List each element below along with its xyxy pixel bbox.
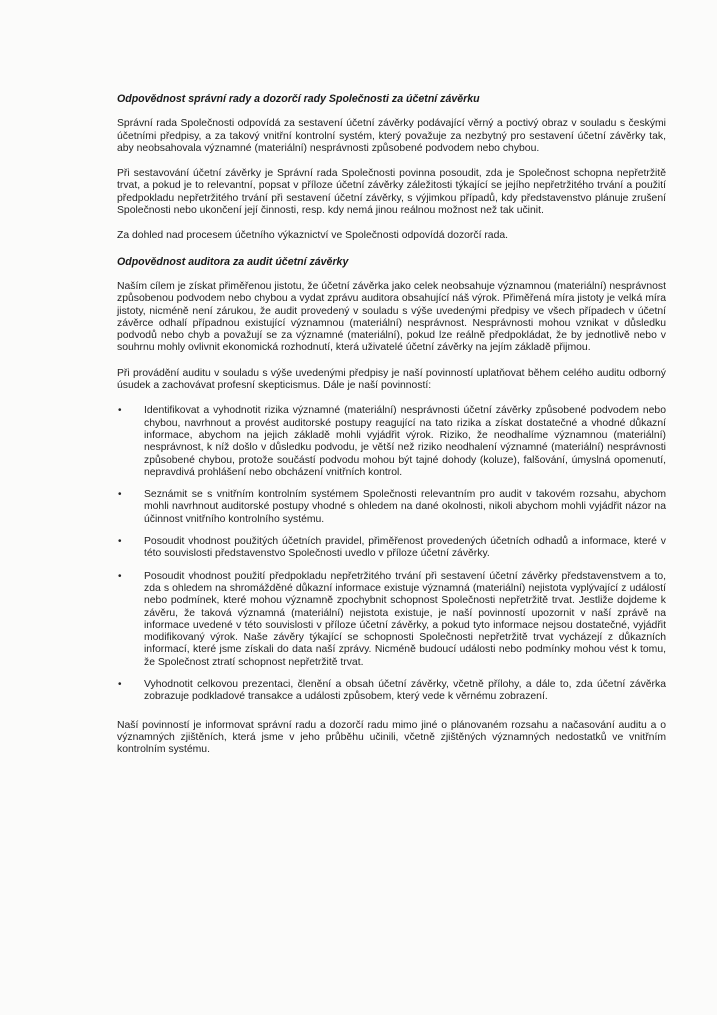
list-item [117, 536, 666, 561]
list-item [117, 489, 666, 526]
paragraph-audit-objective: Naším cílem je získat přiměřenou jistotu, že účetní závěrka jako celek neobsahuje významnou (materiální) nesprávnost způsobenou podvodem nebo chybou a vydat zprávu auditora obsahující náš výrok. Přiměřená míra jistoty je velká míra jistoty, nicméně není zárukou, že audit provedený v souladu s výše uvedenými předpisy ve všech případech v účetní závěrce odhalí případnou existující významnou (materiální) nesprávnost. Nesprávnosti mohou vznikat v důsledku podvodů nebo chyb a považují se za významné (materiální), pokud lze reálně předpokládat, že by jednotlivě nebo v souhrnu mohly ovlivnit ekonomická rozhodnutí, která uživatelé účetní závěrky na jejím základě přijmou. [117, 280, 666, 354]
bullet-icon: • [118, 536, 122, 548]
audit-duties-list [117, 405, 666, 703]
bullet-icon: • [118, 570, 122, 582]
paragraph-going-concern-assessment: Při sestavování účetní závěrky je Správní rada Společnosti povinna posoudit, zda je Společnost schopna nepřetržitě trvat, a pokud je to relevantní, popsat v příloze účetní závěrky záležitosti týkající se jejího nepřetržitého trvání a použití předpokladu nepřetržitého trvání při sestavení účetní závěrky, s výjimkou případů, kdy představenstvo plánuje zrušení Společnosti nebo ukončení její činnosti, resp. kdy nemá jinou reálnou možnost než tak učinit. [117, 168, 666, 217]
list-item [117, 571, 666, 669]
list-item [117, 405, 666, 479]
paragraph-board-responsibility: Správní rada Společnosti odpovídá za sestavení účetní závěrky podávající věrný a poctivý obraz v souladu s českými účetními předpisy, a za takový vnitřní kontrolní systém, který považuje za nezbytný pro sestavení účetní závěrky tak, aby neobsahovala významné (materiální) nesprávnosti způsobené podvodem nebo chybou. [117, 118, 666, 154]
paragraph-audit-duties-intro: Při provádění auditu v souladu s výše uvedenými předpisy je naší povinností uplatňovat během celého auditu odborný úsudek a zachovávat profesní skepticismus. Dále je naší povinností: [117, 367, 666, 392]
list-item-text: Seznámit se s vnitřním kontrolním systémem Společnosti relevantním pro audit v takovém rozsahu, abychom mohli navrhnout auditorské postupy vhodné s ohledem na dané okolnosti, nikoli abychom mohli vyjádřit názor na účinnost vnitřního kontrolního systému. [144, 489, 666, 525]
paragraph-supervisory-board: Za dohled nad procesem účetního výkaznictví ve Společnosti odpovídá dozorčí rada. [117, 230, 509, 242]
paragraph-communication-duties: Naší povinností je informovat správní radu a dozorčí radu mimo jiné o plánovaném rozsahu a načasování auditu a o významných zjištěních, která jsme v jeho průběhu učinili, včetně zjištěných významných nedostatků ve vnitřním kontrolním systému. [117, 719, 666, 756]
bullet-icon: • [118, 489, 122, 501]
list-item [117, 679, 666, 704]
bullet-icon: • [118, 678, 122, 690]
bullet-icon: • [118, 405, 122, 417]
document-body [117, 93, 666, 769]
section-heading-auditor-responsibility: Odpovědnost auditora za audit účetní závěrky [117, 255, 349, 268]
list-item-text: Posoudit vhodnost použitých účetních pravidel, přiměřenost provedených účetních odhadů a informace, které v této souvislosti představenstvo Společnosti uvedlo v příloze účetní závěrky. [144, 536, 666, 560]
list-item-text: Vyhodnotit celkovou prezentaci, členění a obsah účetní závěrky, včetně přílohy, a dále to, zda účetní závěrka zobrazuje podkladové transakce a události způsobem, který vede k věrnému zobrazení. [144, 678, 666, 703]
list-item-text: Posoudit vhodnost použití předpokladu nepřetržitého trvání při sestavení účetní závěrky představenstvem a to, zda s ohledem na shromážděné důkazní informace existuje významná (materiální) nejistota vyplývající z událostí nebo podmínek, které mohou významně zpochybnit schopnost Společnosti nepřetržitě trvat. Jestliže dojdeme k závěru, že taková významná (materiální) nejistota existuje, je naší povinností upozornit v naší zprávě na informace uvedené v této souvislosti v příloze účetní závěrky, a pokud tyto informace nejsou dostatečné, vyjádřit modifikovaný výrok. Naše závěry týkající se schopnosti Společnosti nepřetržitě trvat vycházejí z důkazních informací, které jsme získali do data naší zprávy. Nicméně budoucí události nebo podmínky mohou vést k tomu, že Společnost ztratí schopnost nepřetržitě trvat. [144, 570, 666, 668]
list-item-text: Identifikovat a vyhodnotit rizika významné (materiální) nesprávnosti účetní závěrky způsobené podvodem nebo chybou, navrhnout a provést auditorské postupy reagující na tato rizika a získat dostatečné a vhodné důkazní informace, abychom na jejich základě mohli vyjádřit výrok. Riziko, že neodhalíme významnou (materiální) nesprávnost, k níž došlo v důsledku podvodu, je větší než riziko neodhalení významné (materiální) nesprávnosti způsobené chybou, protože součástí podvodu mohou být tajné dohody (koluze), falšování, úmyslná opomenutí, nepravdivá prohlášení nebo obcházení vnitřních kontrol. [144, 405, 666, 478]
section-heading-board-responsibility: Odpovědnost správní rady a dozorčí rady Společnosti za účetní závěrku [117, 93, 480, 105]
